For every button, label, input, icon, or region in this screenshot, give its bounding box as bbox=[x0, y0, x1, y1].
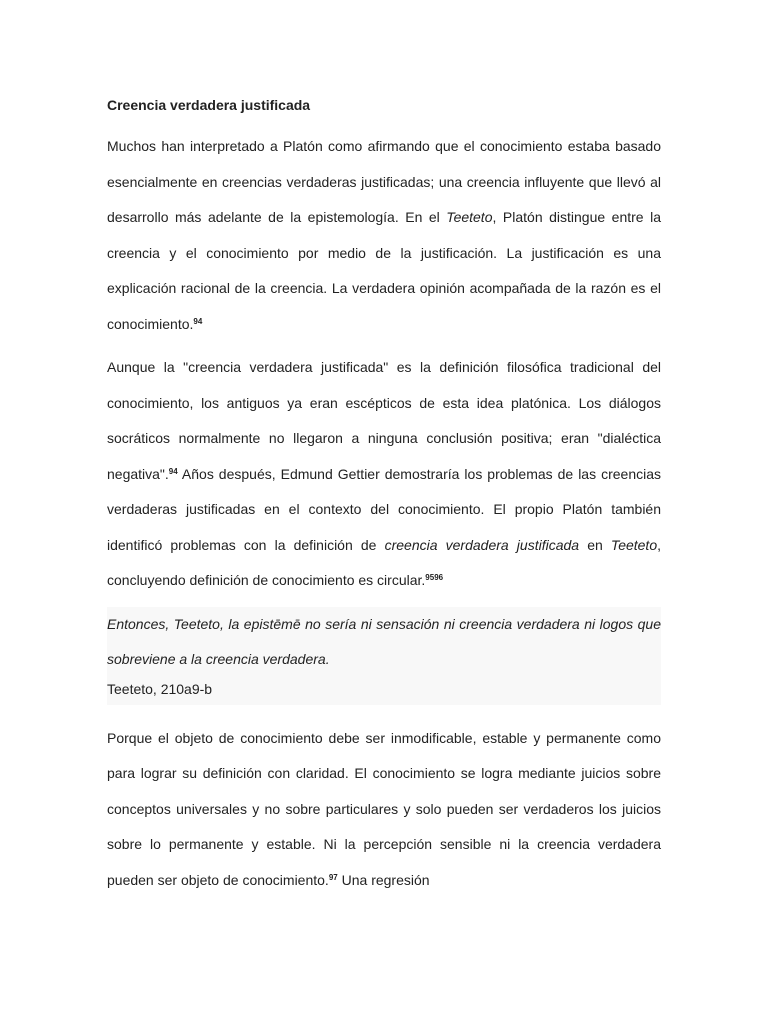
paragraph-1-text-b: , Platón distingue entre la creencia y el conocimiento por medio de la justificación. La justificación es una explicación racional de la creencia. La verdadera opinión acompañada de la razón es el conocimiento. bbox=[107, 209, 661, 332]
quote-text: Entonces, Teeteto, la epistēmē no sería ni sensación ni creencia verdadera ni logos que sobreviene a la creencia verdadera. bbox=[107, 615, 661, 667]
paragraph-2-text-a: Aunque la "creencia verdadera justificada" es la definición filosófica tradicional del conocimiento, los antiguos ya eran escépticos de esta idea platónica. Los diálogos socráticos normalmente no llegaron a ninguna conclusión positiva; eran "dialéctica negativa". bbox=[107, 359, 661, 482]
paragraph-3-text-b: Una regresión bbox=[337, 871, 430, 888]
quote-citation: Teeteto, 210a9-b bbox=[107, 680, 213, 697]
paragraph-3 bbox=[107, 721, 661, 899]
footnote-ref-97[interactable]: 97 bbox=[328, 872, 338, 882]
paragraph-2-text-c: en bbox=[579, 536, 611, 553]
paragraph-2-text-d: , concluyendo definición de conocimiento es circular. bbox=[107, 536, 662, 588]
footnote-ref-9596[interactable]: 9596 bbox=[425, 573, 444, 582]
paragraph-1-italic-teeteto: Teeteto bbox=[446, 209, 493, 225]
paragraph-2 bbox=[107, 350, 661, 599]
paragraph-2-text-b: Años después, Edmund Gettier demostraría los problemas de las creencias verdaderas justificadas en el contexto del conocimiento. El propio Platón también identificó problemas con la definición de bbox=[107, 465, 661, 553]
paragraph-3-text-a: Porque el objeto de conocimiento debe ser inmodificable, estable y permanente como para lograr su definición con claridad. El conocimiento se logra mediante juicios sobre conceptos universales y no sobre particulares y solo pueden ser verdaderos los juicios sobre lo permanente y estable. Ni la percepción sensible ni la creencia verdadera pueden ser objeto de conocimiento. bbox=[107, 729, 661, 888]
spacer bbox=[107, 705, 661, 721]
blockquote bbox=[107, 607, 661, 705]
paragraph-2-italic-teeteto: Teeteto bbox=[610, 536, 658, 553]
footnote-ref-94[interactable]: 94 bbox=[193, 316, 203, 326]
paragraph-1-text-a: Muchos han interpretado a Platón como afirmando que el conocimiento estaba basado esencialmente en creencias verdaderas justificadas; una creencia influyente que llevó al desarrollo más adelante de la epistemología. En el bbox=[107, 138, 661, 225]
paragraph-2-italic-term: creencia verdadera justificada bbox=[384, 536, 580, 553]
section-title: Creencia verdadera justificada bbox=[107, 97, 311, 113]
document-page bbox=[107, 94, 661, 906]
paragraph-1 bbox=[107, 129, 661, 342]
footnote-ref-94-second[interactable]: 94 bbox=[168, 466, 178, 476]
